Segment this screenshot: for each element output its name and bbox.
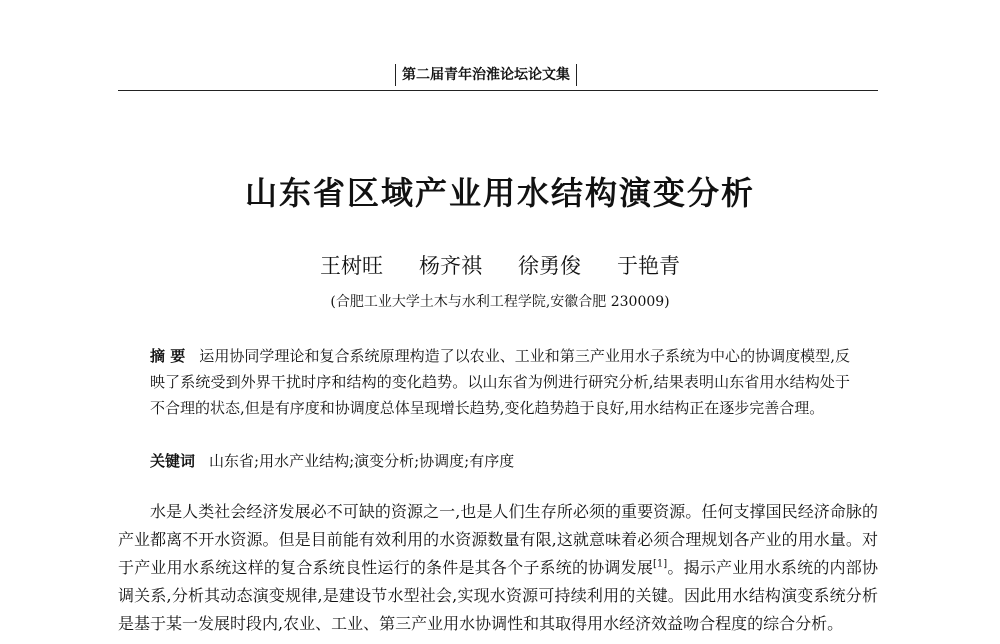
paper-title: 山东省区域产业用水结构演变分析 <box>244 174 755 212</box>
reference-marker[interactable]: [1] <box>653 558 668 570</box>
keywords <box>150 448 850 474</box>
abstract <box>150 343 850 421</box>
header-rule <box>118 90 878 91</box>
body-paragraph <box>118 498 878 638</box>
affiliation: (合肥工业大学土木与水利工程学院,安徽合肥 230009) <box>330 294 670 310</box>
author-list <box>0 250 1000 280</box>
author-name: 王树旺 <box>320 254 383 278</box>
running-header: 第二届青年治淮论坛论文集 <box>395 64 577 86</box>
keywords-text: 山东省;用水产业结构;演变分析;协调度;有序度 <box>209 452 515 470</box>
author-name: 徐勇俊 <box>518 254 581 278</box>
body-text-part: 水是人类社会经济发展必不可缺的资源之一,也是人们生存所必须的重要资源。任何支撑国民经济命脉的产业都离不开水资源。但是目前能有效利用的水资源数量有限,这就意味着必须合理规划各产业的用水量。对于产业用水系统这样的复合系统良性运行的条件是其各个子系统的协调发展 <box>118 502 878 577</box>
keywords-label: 关键词 <box>150 452 196 470</box>
body-text-part: 。揭示产业用水系统的内部协调关系,分析其动态演变规律,是建设节水型社会,实现水资源可持续利用的关键。因此用水结构演变系统分析是基于某一发展时段内,农业、工业、第三产业用水协调性和其取得用水经济效益吻合程度的综合分析。 <box>118 558 878 633</box>
author-name: 于艳青 <box>617 254 680 278</box>
abstract-label: 摘 要 <box>150 347 186 365</box>
abstract-text: 运用协同学理论和复合系统原理构造了以农业、工业和第三产业用水子系统为中心的协调度模型,反映了系统受到外界干扰时序和结构的变化趋势。以山东省为例进行研究分析,结果表明山东省用水结构处于不合理的状态,但是有序度和协调度总体呈现增长趋势,变化趋势趋于良好,用水结构正在逐步完善合理。 <box>150 347 850 417</box>
author-name: 杨齐祺 <box>419 254 482 278</box>
